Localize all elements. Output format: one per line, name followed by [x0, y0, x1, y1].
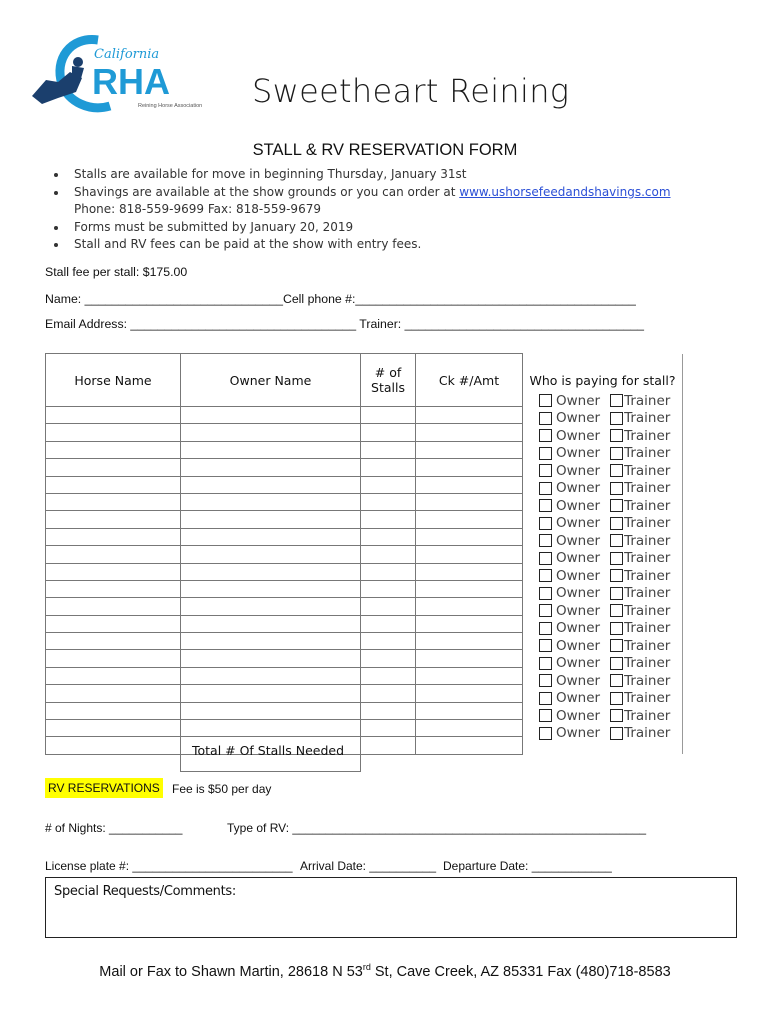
trainer-option-label: Trainer [624, 655, 671, 672]
trainer-checkbox[interactable] [610, 569, 623, 582]
owner-name-cell[interactable] [181, 563, 361, 580]
owner-name-cell[interactable] [181, 511, 361, 528]
payer-option-row [527, 655, 687, 673]
owner-checkbox[interactable] [539, 604, 552, 617]
stalls-cell[interactable] [361, 580, 416, 597]
payer-option-row [527, 550, 687, 568]
rv-fee: Fee is $50 per day [172, 782, 272, 796]
header-horse-name: Horse Name [46, 354, 181, 407]
trainer-option-label: Trainer [624, 690, 671, 707]
payer-option-row [527, 445, 687, 463]
trainer-checkbox[interactable] [610, 657, 623, 670]
email-trainer-line[interactable]: Email Address: _________________________________ Trainer: ___________________________________ [45, 317, 644, 331]
check-amount-cell[interactable] [416, 633, 523, 650]
owner-option-label: Owner [556, 445, 601, 462]
owner-checkbox[interactable] [539, 622, 552, 635]
horse-name-cell[interactable] [46, 580, 181, 597]
check-amount-cell[interactable] [416, 476, 523, 493]
horse-name-cell[interactable] [46, 737, 181, 754]
trainer-option-label: Trainer [624, 672, 671, 689]
horse-name-cell[interactable] [46, 528, 181, 545]
owner-checkbox[interactable] [539, 692, 552, 705]
stalls-cell[interactable] [361, 633, 416, 650]
payer-option-row [527, 620, 687, 638]
crha-logo [28, 32, 218, 116]
stalls-cell[interactable] [361, 650, 416, 667]
trainer-checkbox[interactable] [610, 727, 623, 740]
trainer-checkbox[interactable] [610, 447, 623, 460]
owner-name-cell[interactable] [181, 685, 361, 702]
trainer-option-label: Trainer [624, 620, 671, 637]
check-amount-cell[interactable] [416, 754, 523, 771]
check-amount-cell[interactable] [416, 493, 523, 510]
trainer-option-label: Trainer [624, 410, 671, 427]
trainer-checkbox[interactable] [610, 604, 623, 617]
horse-name-cell[interactable] [46, 702, 181, 719]
payer-option-row [527, 515, 687, 533]
name-cell-line[interactable]: Name: _____________________________Cell phone #:_________________________________________ [45, 292, 636, 306]
trainer-option-label: Trainer [624, 725, 671, 742]
owner-name-cell[interactable] [181, 546, 361, 563]
owner-name-cell[interactable] [181, 720, 361, 737]
owner-option-label: Owner [556, 410, 601, 427]
rv-type-field[interactable]: Type of RV: _____________________________________________________ [227, 821, 647, 835]
stalls-cell[interactable] [361, 737, 416, 754]
info-bullets [48, 166, 748, 254]
header-stalls: # of Stalls [361, 354, 416, 407]
check-amount-cell[interactable] [416, 615, 523, 632]
check-amount-cell[interactable] [416, 441, 523, 458]
owner-name-cell[interactable] [181, 650, 361, 667]
horse-name-cell[interactable] [46, 441, 181, 458]
owner-name-cell[interactable] [181, 493, 361, 510]
trainer-option-label: Trainer [624, 602, 671, 619]
stalls-cell[interactable] [361, 667, 416, 684]
check-amount-cell[interactable] [416, 737, 523, 754]
owner-checkbox[interactable] [539, 639, 552, 652]
payer-option-row [527, 427, 687, 445]
horse-name-cell[interactable] [46, 650, 181, 667]
owner-option-label: Owner [556, 690, 601, 707]
stalls-cell[interactable] [361, 546, 416, 563]
owner-checkbox[interactable] [539, 727, 552, 740]
owner-option-label: Owner [556, 620, 601, 637]
horse-name-cell[interactable] [46, 459, 181, 476]
trainer-checkbox[interactable] [610, 499, 623, 512]
stall-fee: Stall fee per stall: $175.00 [45, 265, 188, 279]
owner-option-label: Owner [556, 585, 601, 602]
trainer-option-label: Trainer [624, 392, 671, 409]
trainer-checkbox[interactable] [610, 552, 623, 565]
bullet-move-in: • Stalls are available for move in beginning Thursday, January 31st [68, 166, 748, 184]
bullet-fees: • Stall and RV fees can be paid at the show with entry fees. [68, 236, 748, 254]
stalls-cell[interactable] [361, 493, 416, 510]
stalls-cell[interactable] [361, 407, 416, 424]
check-amount-cell[interactable] [416, 650, 523, 667]
trainer-checkbox[interactable] [610, 622, 623, 635]
stalls-cell[interactable] [361, 754, 416, 771]
trainer-checkbox[interactable] [610, 534, 623, 547]
payer-option-row [527, 392, 687, 410]
owner-name-cell[interactable] [181, 459, 361, 476]
payer-option-row [527, 410, 687, 428]
payer-option-row [527, 532, 687, 550]
stalls-cell[interactable] [361, 615, 416, 632]
header-owner-name: Owner Name [181, 354, 361, 407]
horse-name-cell[interactable] [46, 476, 181, 493]
trainer-option-label: Trainer [624, 532, 671, 549]
trainer-checkbox[interactable] [610, 429, 623, 442]
horse-name-cell[interactable] [46, 720, 181, 737]
check-amount-cell[interactable] [416, 459, 523, 476]
trainer-checkbox[interactable] [610, 674, 623, 687]
stalls-cell[interactable] [361, 459, 416, 476]
trainer-option-label: Trainer [624, 480, 671, 497]
rv-reservations-badge: RV RESERVATIONS [45, 778, 163, 798]
trainer-option-label: Trainer [624, 515, 671, 532]
check-amount-cell[interactable] [416, 580, 523, 597]
shavings-link[interactable]: www.ushorsefeedandshavings.com [459, 184, 671, 199]
trainer-checkbox[interactable] [610, 464, 623, 477]
trainer-option-label: Trainer [624, 445, 671, 462]
trainer-option-label: Trainer [624, 550, 671, 567]
check-amount-cell[interactable] [416, 598, 523, 615]
logo-script: California [94, 47, 160, 62]
owner-checkbox[interactable] [539, 482, 552, 495]
trainer-checkbox[interactable] [610, 709, 623, 722]
horse-name-cell[interactable] [46, 598, 181, 615]
owner-option-label: Owner [556, 725, 601, 742]
owner-option-label: Owner [556, 462, 601, 479]
trainer-checkbox[interactable] [610, 692, 623, 705]
departure-date-field[interactable]: Departure Date: ____________ [443, 859, 612, 873]
owner-option-label: Owner [556, 567, 601, 584]
total-row [46, 754, 683, 771]
trainer-option-label: Trainer [624, 637, 671, 654]
owner-option-label: Owner [556, 672, 601, 689]
owner-name-cell[interactable] [181, 424, 361, 441]
payer-option-row [527, 602, 687, 620]
horse-name-cell[interactable] [46, 563, 181, 580]
form-title: STALL & RV RESERVATION FORM [252, 141, 518, 159]
header-who-pays: Who is paying for stall? [523, 354, 683, 407]
comments-label: Special Requests/Comments: [54, 884, 236, 899]
horse-name-cell[interactable] [46, 754, 181, 771]
horse-name-cell[interactable] [46, 493, 181, 510]
payment-options [527, 392, 687, 742]
owner-checkbox[interactable] [539, 499, 552, 512]
check-amount-cell[interactable] [416, 546, 523, 563]
license-plate-field[interactable]: License plate #: ________________________ [45, 859, 293, 873]
owner-checkbox[interactable] [539, 412, 552, 425]
owner-checkbox[interactable] [539, 657, 552, 670]
horse-name-cell[interactable] [46, 685, 181, 702]
owner-checkbox[interactable] [539, 674, 552, 687]
owner-checkbox[interactable] [539, 552, 552, 565]
trainer-option-label: Trainer [624, 585, 671, 602]
trainer-option-label: Trainer [624, 427, 671, 444]
bullet-deadline: • Forms must be submitted by January 20, 2019 [68, 219, 748, 237]
owner-checkbox[interactable] [539, 569, 552, 582]
owner-option-label: Owner [556, 637, 601, 654]
trainer-checkbox[interactable] [610, 517, 623, 530]
check-amount-cell[interactable] [416, 563, 523, 580]
owner-name-cell[interactable] [181, 407, 361, 424]
check-amount-cell[interactable] [416, 720, 523, 737]
payer-option-row [527, 585, 687, 603]
payer-option-row [527, 480, 687, 498]
mail-fax-footer: Mail or Fax to Shawn Martin, 28618 N 53rd St, Cave Creek, AZ 85331 Fax (480)718-8583 [99, 962, 671, 980]
stalls-cell[interactable] [361, 720, 416, 737]
owner-option-label: Owner [556, 707, 601, 724]
owner-option-label: Owner [556, 602, 601, 619]
payer-option-row [527, 707, 687, 725]
check-amount-cell[interactable] [416, 685, 523, 702]
owner-checkbox[interactable] [539, 447, 552, 460]
stalls-cell[interactable] [361, 424, 416, 441]
trainer-option-label: Trainer [624, 567, 671, 584]
trainer-option-label: Trainer [624, 707, 671, 724]
owner-name-cell[interactable] [181, 441, 361, 458]
stalls-cell[interactable] [361, 702, 416, 719]
header-check-amount: Ck #/Amt [416, 354, 523, 407]
payer-option-row [527, 462, 687, 480]
stalls-cell[interactable] [361, 598, 416, 615]
stalls-cell[interactable] [361, 441, 416, 458]
payer-option-row [527, 637, 687, 655]
owner-checkbox[interactable] [539, 394, 552, 407]
payer-option-row [527, 567, 687, 585]
trainer-checkbox[interactable] [610, 394, 623, 407]
comments-box[interactable] [45, 877, 737, 938]
stalls-cell[interactable] [361, 528, 416, 545]
logo-letters: RHA [92, 61, 170, 102]
trainer-checkbox[interactable] [610, 412, 623, 425]
check-amount-cell[interactable] [416, 511, 523, 528]
owner-name-cell[interactable] [181, 528, 361, 545]
payer-cell [523, 754, 683, 771]
check-amount-cell[interactable] [416, 702, 523, 719]
owner-name-cell[interactable] [181, 633, 361, 650]
owner-option-label: Owner [556, 427, 601, 444]
logo-subtitle: Reining Horse Association [138, 103, 203, 109]
nights-field[interactable]: # of Nights: ___________ [45, 821, 183, 835]
trainer-checkbox[interactable] [610, 587, 623, 600]
stalls-cell[interactable] [361, 476, 416, 493]
check-amount-cell[interactable] [416, 424, 523, 441]
horse-name-cell[interactable] [46, 546, 181, 563]
owner-checkbox[interactable] [539, 534, 552, 547]
stalls-cell[interactable] [361, 685, 416, 702]
stalls-cell[interactable] [361, 511, 416, 528]
owner-option-label: Owner [556, 532, 601, 549]
owner-name-cell[interactable] [181, 667, 361, 684]
owner-checkbox[interactable] [539, 709, 552, 722]
owner-name-cell[interactable] [181, 476, 361, 493]
owner-name-cell[interactable] [181, 580, 361, 597]
trainer-option-label: Trainer [624, 462, 671, 479]
horse-name-cell[interactable] [46, 667, 181, 684]
trainer-option-label: Trainer [624, 497, 671, 514]
payer-option-row [527, 497, 687, 515]
owner-option-label: Owner [556, 392, 601, 409]
horse-name-cell[interactable] [46, 615, 181, 632]
arrival-date-field[interactable]: Arrival Date: __________ [300, 859, 437, 873]
horse-name-cell[interactable] [46, 511, 181, 528]
owner-option-label: Owner [556, 550, 601, 567]
payer-option-row [527, 725, 687, 743]
trainer-checkbox[interactable] [610, 639, 623, 652]
owner-checkbox[interactable] [539, 587, 552, 600]
owner-option-label: Owner [556, 515, 601, 532]
owner-option-label: Owner [556, 480, 601, 497]
check-amount-cell[interactable] [416, 667, 523, 684]
owner-checkbox[interactable] [539, 429, 552, 442]
stalls-cell[interactable] [361, 563, 416, 580]
owner-option-label: Owner [556, 655, 601, 672]
payer-option-row [527, 690, 687, 708]
check-amount-cell[interactable] [416, 528, 523, 545]
owner-name-cell[interactable] [181, 702, 361, 719]
horse-name-cell[interactable] [46, 633, 181, 650]
horse-name-cell[interactable] [46, 407, 181, 424]
trainer-checkbox[interactable] [610, 482, 623, 495]
owner-checkbox[interactable] [539, 464, 552, 477]
check-amount-cell[interactable] [416, 407, 523, 424]
bullet-shavings: • Shavings are available at the show grounds or you can order at www.ushorsefeedandshavings.com Phone: 818-559-9699 Fax: 818-559-9679 [68, 184, 748, 219]
owner-name-cell[interactable] [181, 598, 361, 615]
bullet-phone: Phone: 818-559-9699 Fax: 818-559-9679 [74, 202, 321, 217]
page-title: Sweetheart Reining [252, 72, 570, 110]
payer-option-row [527, 672, 687, 690]
owner-checkbox[interactable] [539, 517, 552, 530]
total-stalls-label: Total # Of Stalls Needed [191, 743, 345, 758]
owner-option-label: Owner [556, 497, 601, 514]
horse-name-cell[interactable] [46, 424, 181, 441]
owner-name-cell[interactable] [181, 615, 361, 632]
